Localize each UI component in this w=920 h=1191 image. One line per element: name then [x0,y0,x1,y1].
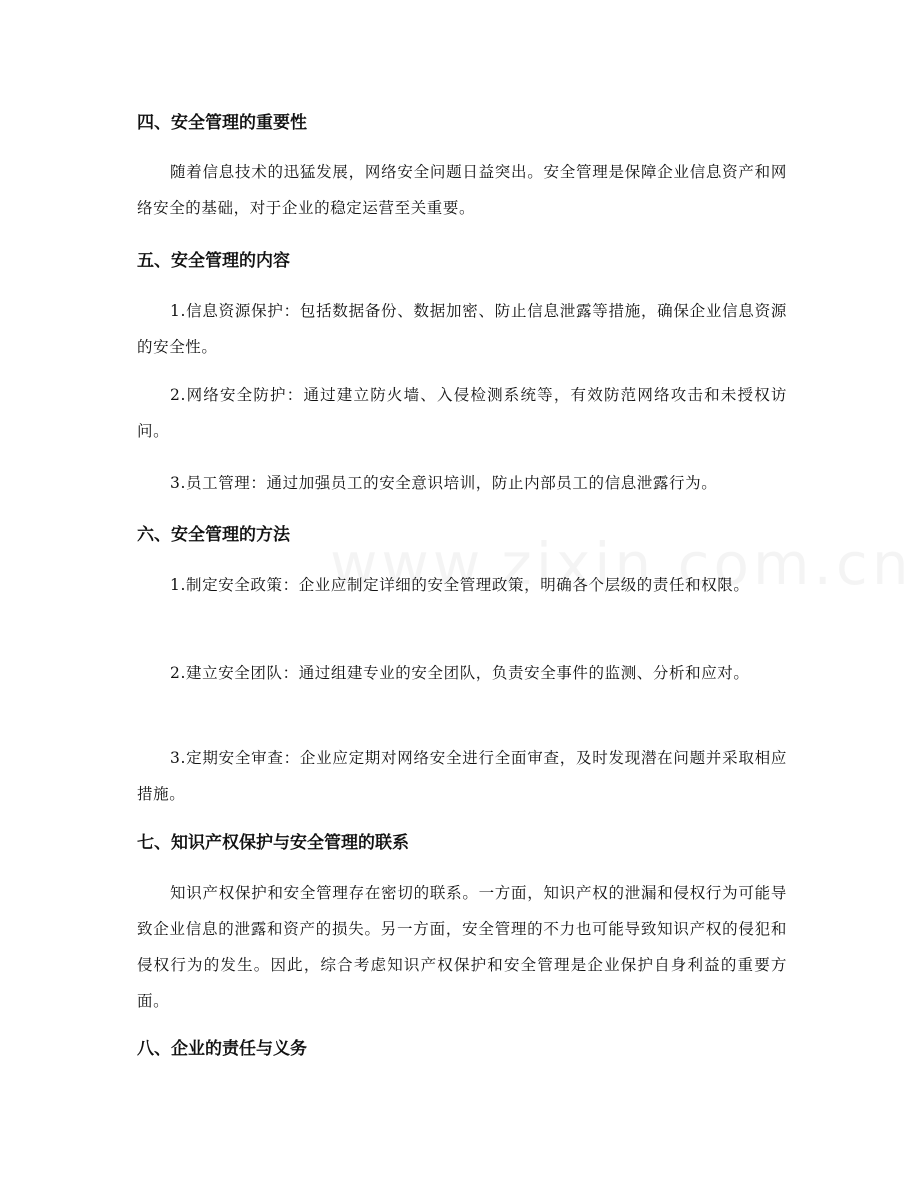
section-heading-responsibilities: 八、企业的责任与义务 [137,1039,307,1059]
paragraph-methods-item-3: 3.定期安全审查：企业应定期对网络安全进行全面审查，及时发现潜在问题并采取相应措施。 [137,749,787,803]
paragraph-methods-item-2: 2.建立安全团队：通过组建专业的安全团队，负责安全事件的监测、分析和应对。 [170,664,750,682]
section-heading-ip-relation: 七、知识产权保护与安全管理的联系 [137,833,409,853]
section-heading-content: 五、安全管理的内容 [137,251,290,271]
section-heading-importance: 四、安全管理的重要性 [137,113,307,133]
paragraph-content-item-1: 1.信息资源保护：包括数据备份、数据加密、防止信息泄露等措施，确保企业信息资源的安全性。 [137,302,787,356]
paragraph-content-item-2: 2.网络安全防护：通过建立防火墙、入侵检测系统等，有效防范网络攻击和未授权访问。 [137,386,787,440]
paragraph-ip-relation: 知识产权保护和安全管理存在密切的联系。一方面，知识产权的泄漏和侵权行为可能导致企业信息的泄露和资产的损失。另一方面，安全管理的不力也可能导致知识产权的侵犯和侵权行为的发生。因此，综合考虑知识产权保护和安全管理是企业保护自身利益的重要方面。 [137,884,787,1010]
paragraph-content-item-3: 3.员工管理：通过加强员工的安全意识培训，防止内部员工的信息泄露行为。 [170,474,718,492]
section-heading-methods: 六、安全管理的方法 [137,525,290,545]
paragraph-methods-item-1: 1.制定安全政策：企业应制定详细的安全管理政策，明确各个层级的责任和权限。 [170,576,750,594]
paragraph-importance: 随着信息技术的迅猛发展，网络安全问题日益突出。安全管理是保障企业信息资产和网络安全的基础，对于企业的稳定运营至关重要。 [137,163,787,217]
